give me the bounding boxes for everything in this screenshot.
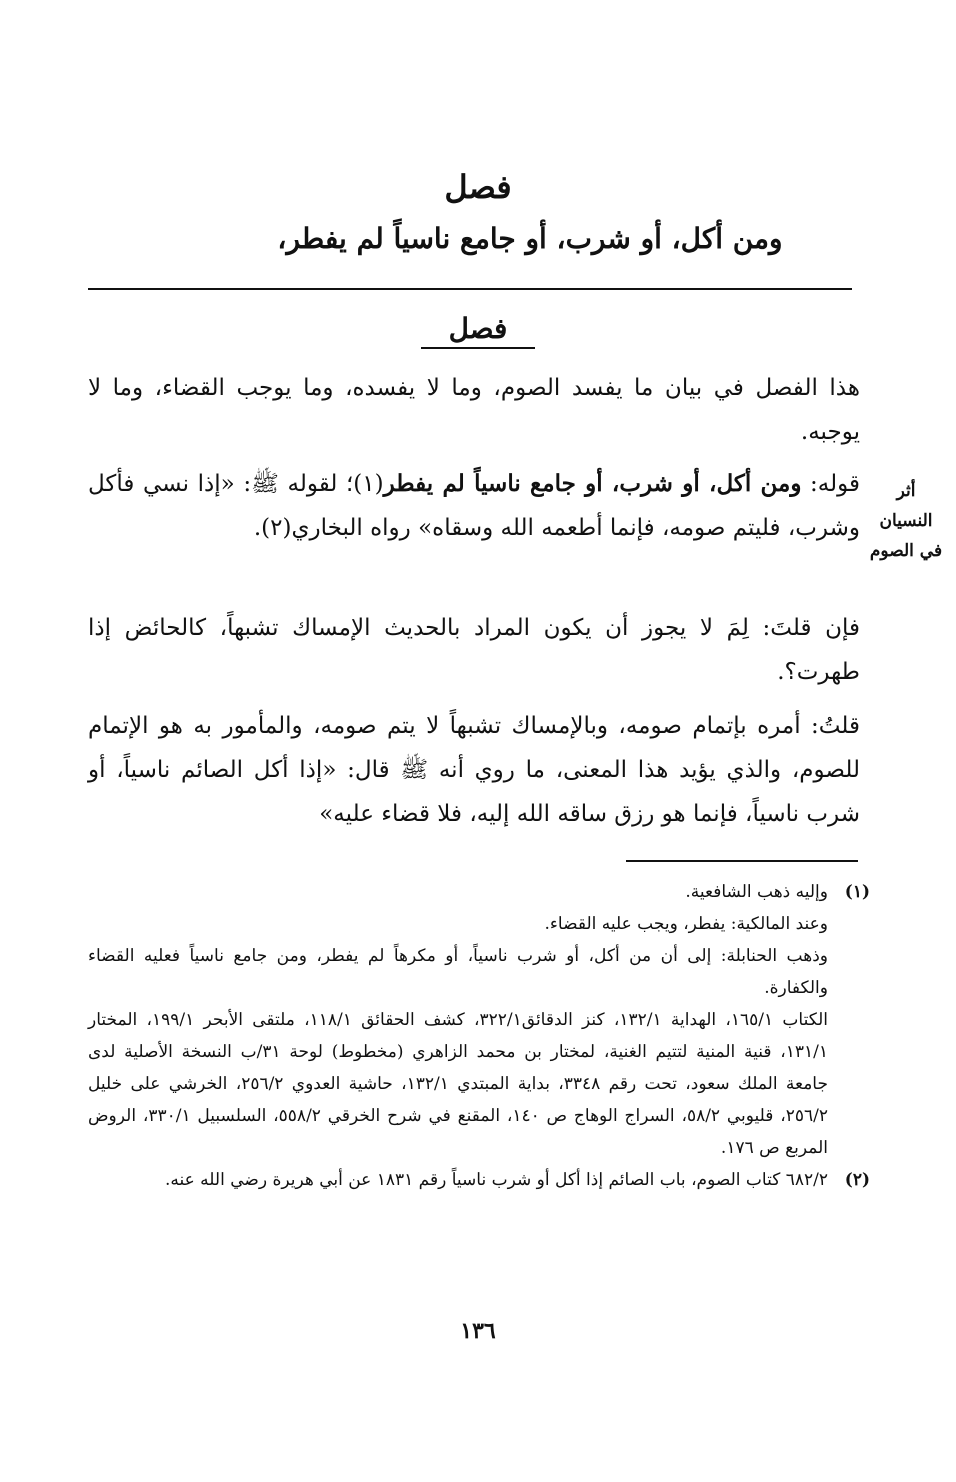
quoted-matn: ومن أكل، أو شرب، أو جامع ناسياً لم يفطر <box>383 470 802 497</box>
footnote-1 <box>88 876 870 908</box>
commentary-paragraph <box>88 462 860 550</box>
matn-text: ومن أكل، أو شرب، أو جامع ناسياً لم يفطر، <box>277 222 783 255</box>
section-heading <box>0 312 956 345</box>
footnote-text: وذهب الحنابلة: إلى أن من أكل، أو شرب ناسياً، أو مكرهاً لم يفطر، ومن جامع ناسياً فعليه القضاء والكفارة. <box>88 946 828 998</box>
paragraph-lead: قوله: <box>801 471 861 497</box>
footnote-separator <box>626 860 858 862</box>
margin-note <box>856 476 956 566</box>
answer-paragraph: قلتُ: أمره بإتمام صومه، وبالإمساك تشبهاً لا يتم صومه، والمأمور به هو الإتمام للصوم، والذي يؤيد هذا المعنى، ما روي أنه ﷺ قال: «إذا أكل الصائم ناسياً، أو شرب ناسياً، فإنما هو رزق ساقه الله إليه، فلا قضاء عليه» <box>88 713 860 827</box>
footnote-text: وإليه ذهب الشافعية. <box>685 882 828 902</box>
intro-paragraph: هذا الفصل في بيان ما يفسد الصوم، وما لا يفسده، وما يوجب القضاء، وما لا يوجبه. <box>88 375 860 445</box>
footnote-2 <box>88 1164 870 1196</box>
separator-line <box>88 288 852 290</box>
paragraph-rest: (١)؛ لقوله ﷺ: «إذا نسي فأكل وشرب، فليتم صومه، فإنما أطعمه الله وسقاه» رواه البخاري(٢). <box>88 471 860 541</box>
section-heading-label: فصل <box>421 312 536 349</box>
margin-note-line: النسيان <box>879 511 933 531</box>
footnote-text: ٦٨٢/٢ كتاب الصوم، باب الصائم إذا أكل أو شرب ناسياً رقم ١٨٣١ عن أبي هريرة رضي الله عنه. <box>164 1170 828 1190</box>
footnote-number: (١) <box>844 882 870 902</box>
footnote-references: الكتاب ١٦٥/١، الهداية ١٣٢/١، كنز الدقائق٣٢٢/١، كشف الحقائق ١١٨/١، ملتقى الأبحر ١٩٩/١، المختار ١٣١/١، قنية المنية لتتيم الغنية، لمختار بن محمد الزاهري (مخطوط) لوحة ٣١/ب النسخة الأصلية لدى جامعة الملك سعود، تحت رقم ٣٣٤٨، بداية المبتدي ١٣٢/١، حاشية العدوي ٢٥٦/٢، الخرشي على خليل ٢٥٦/٢، قليوبي ٥٨/٢، السراج الوهاج ص ١٤٠، المقنع في شرح الخرقي ٥٥٨/٢، السلسبيل ٣٣٠/١، الروض المربع ص ١٧٦. <box>88 1010 828 1158</box>
objection-paragraph: فإن قلتَ: لِمَ لا يجوز أن يكون المراد بالحديث الإمساك تشبهاً، كالحائض إذا طهرت؟. <box>88 615 860 685</box>
chapter-title: فصل <box>444 168 512 206</box>
footnotes <box>88 876 870 1196</box>
footnote-text: وعند المالكية: يفطر، ويجب عليه القضاء. <box>544 914 828 934</box>
margin-note-line: أثر <box>896 481 916 501</box>
page-number: ١٣٦ <box>460 1318 496 1344</box>
margin-note-line: في الصوم <box>869 541 943 561</box>
footnote-number: (٢) <box>844 1170 870 1190</box>
